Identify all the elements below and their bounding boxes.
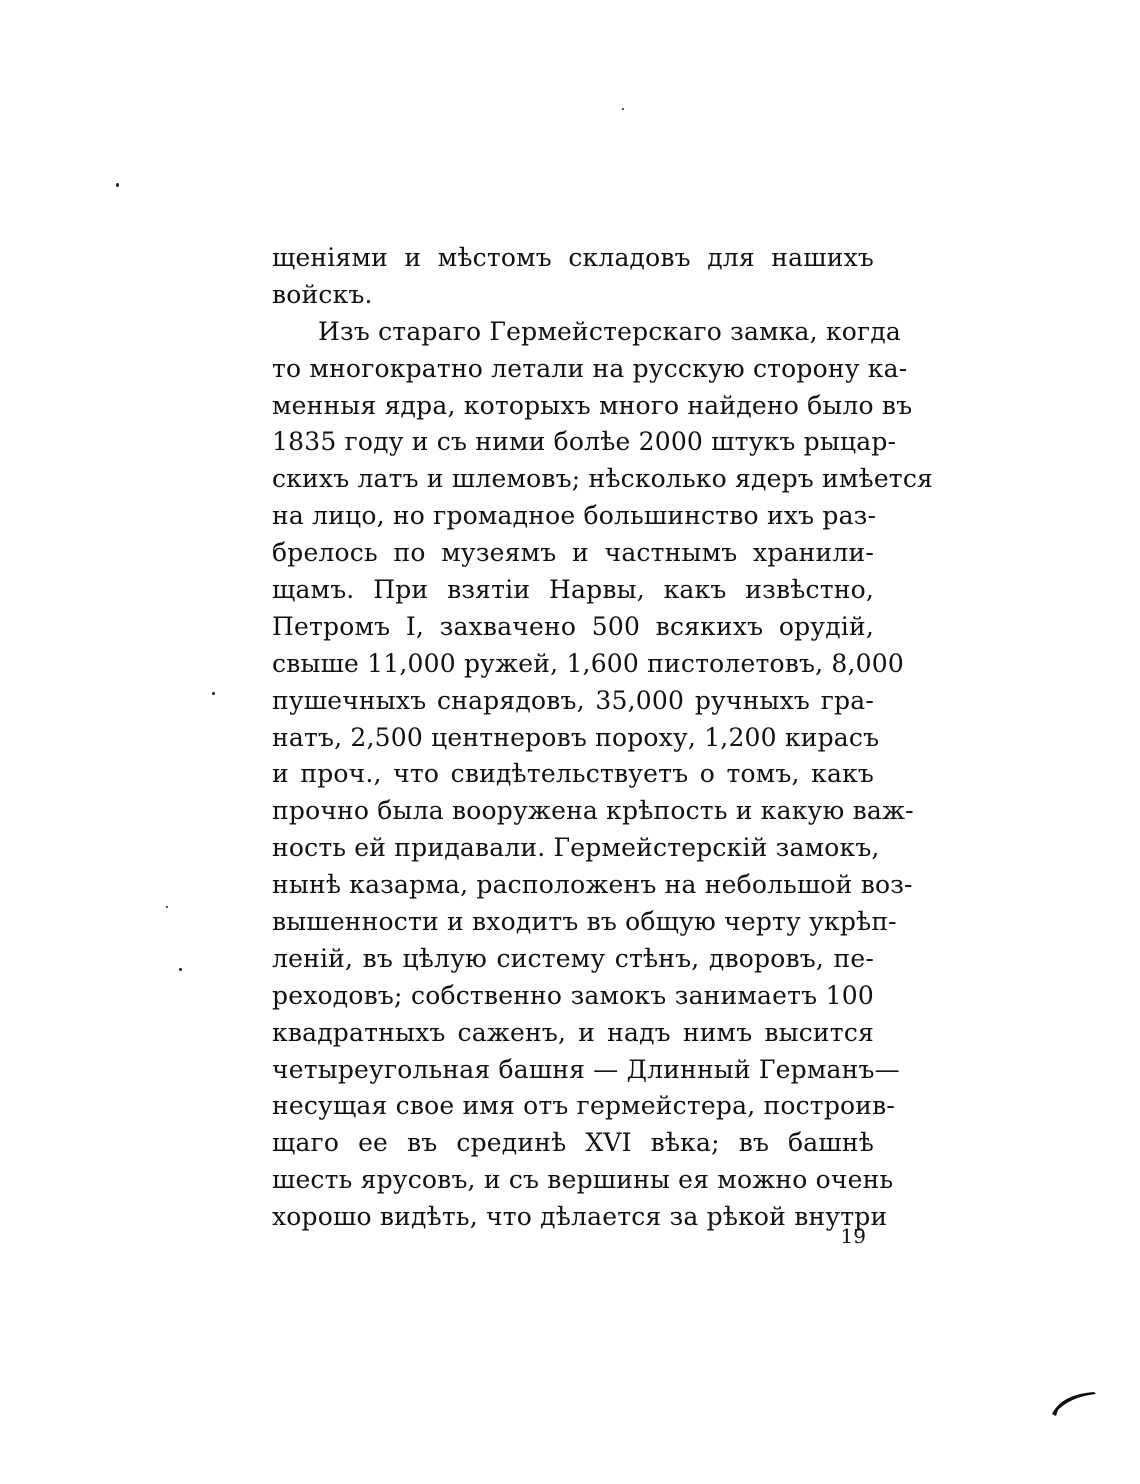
text-line: квадратныхъ саженъ, и надъ нимъ высится xyxy=(272,1017,874,1047)
text-line: натъ, 2,500 центнеровъ пороху, 1,200 кирасъ xyxy=(272,722,880,752)
text-line: щеніями и мѣстомъ складовъ для нашихъ xyxy=(272,243,874,272)
text-line: 1835 году и съ ними болѣе 2000 штукъ рыцар- xyxy=(272,427,897,457)
text-line: несущая свое имя отъ гермейстера, построив- xyxy=(272,1091,896,1121)
scan-speck xyxy=(622,108,624,110)
text-line: скихъ латъ и шлемовъ; нѣсколько ядеръ имѣется xyxy=(272,464,934,494)
text-line: Петромъ I, захвачено 500 всякихъ орудій, xyxy=(272,611,874,641)
text-line: щамъ. При взятіи Нарвы, какъ извѣстно, xyxy=(272,575,874,605)
scan-speck xyxy=(179,968,182,971)
text-line: пушечныхъ снарядовъ, 35,000 ручныхъ гра- xyxy=(272,685,874,715)
scan-speck xyxy=(116,183,119,187)
text-line: хорошо видѣть, что дѣлается за рѣкой внутри xyxy=(272,1202,888,1232)
text-line: шесть ярусовъ, и съ вершины ея можно очень xyxy=(272,1165,894,1195)
text-line: брелось по музеямъ и частнымъ хранили- xyxy=(272,538,874,568)
text-line: нынѣ казарма, расположенъ на небольшой воз- xyxy=(272,870,913,900)
page-number: 19 xyxy=(840,1224,866,1248)
text-line: Изъ стараго Гермейстерскаго замка, когда xyxy=(318,316,902,346)
text-line: вышенности и входитъ въ общую черту укрѣп- xyxy=(272,907,897,937)
text-line: четыреугольная башня — Длинный Германъ— xyxy=(272,1054,900,1084)
text-line: леній, въ цѣлую систему стѣнъ, дворовъ, пе- xyxy=(272,943,874,973)
text-line: ность ей придавали. Гермейстерскій замокъ, xyxy=(272,833,880,863)
corner-mark-icon xyxy=(1050,1388,1098,1418)
text-line: прочно была вооружена крѣпость и какую важ- xyxy=(272,796,914,826)
body-text xyxy=(272,240,934,1236)
scan-speck xyxy=(212,692,215,695)
text-line: щаго ее въ срединѣ XVI вѣка; въ башнѣ xyxy=(272,1128,874,1158)
text-line: менныя ядра, которыхъ много найдено было въ xyxy=(272,390,913,420)
text-line: на лицо, но громадное большинство ихъ раз- xyxy=(272,501,877,531)
text-line: реходовъ; собственно замокъ занимаетъ 100 xyxy=(272,980,874,1010)
text-line: войскъ. xyxy=(272,279,373,309)
text-line: и проч., что свидѣтельствуетъ о томъ, какъ xyxy=(272,759,874,789)
text-line: свыше 11,000 ружей, 1,600 пистолетовъ, 8,000 xyxy=(272,648,904,678)
text-line: то многократно летали на русскую сторону ка- xyxy=(272,353,908,383)
scan-speck xyxy=(166,906,168,908)
